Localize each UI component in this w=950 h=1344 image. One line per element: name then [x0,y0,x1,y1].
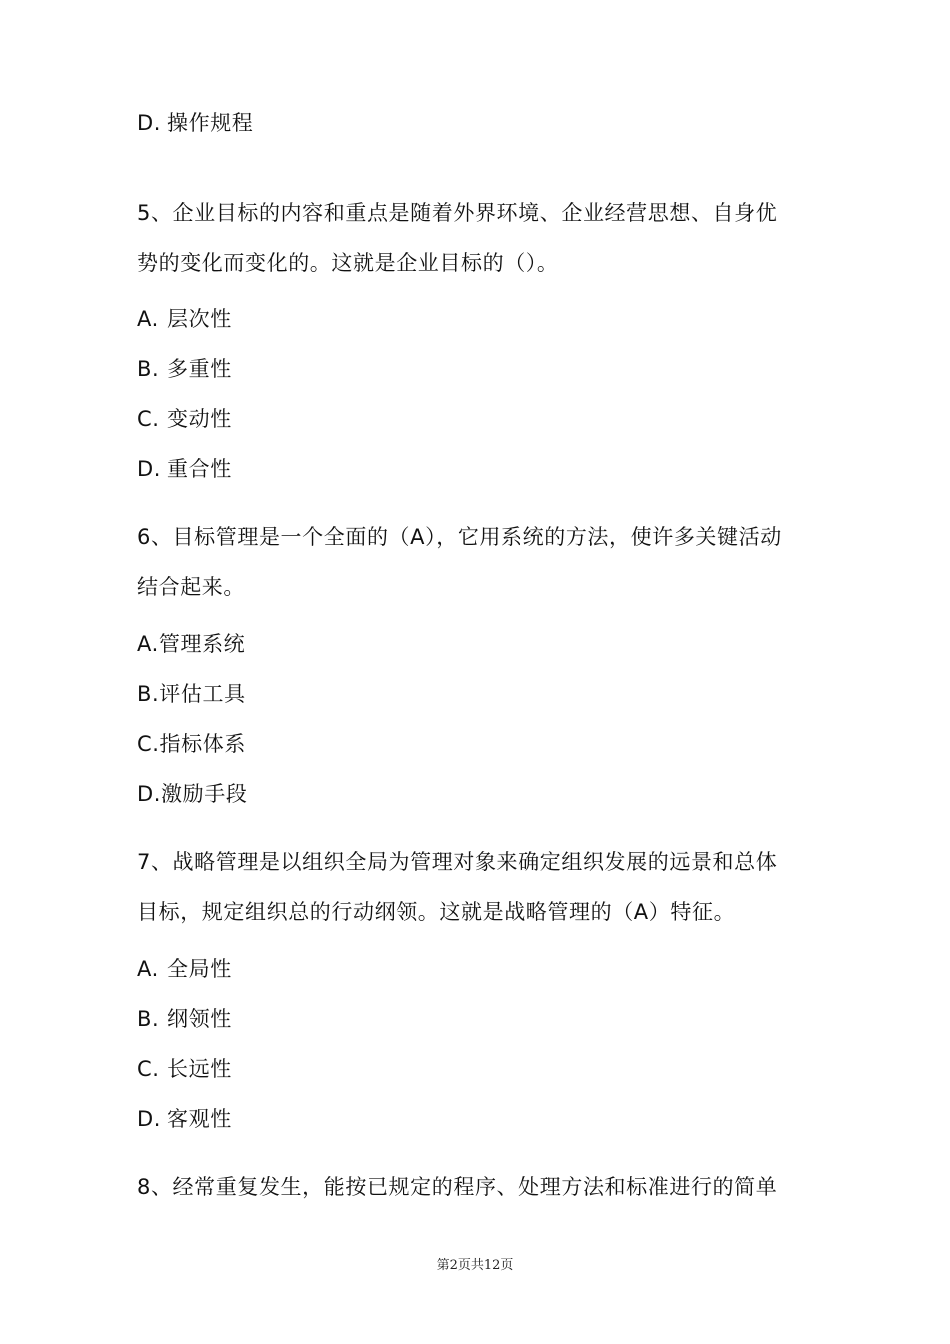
option-text: 纲领性 [167,1007,232,1031]
option-letter: C. [137,1057,160,1081]
question-text-line: 结合起来。 [137,575,245,599]
option-text: 变动性 [167,407,232,431]
option-line [137,1004,232,1034]
option-line [137,1054,232,1084]
option-letter: A. [137,957,159,981]
option-letter: B. [137,357,160,381]
option-text: 多重性 [167,357,232,381]
option-line [137,304,232,334]
option-text: 重合性 [167,457,232,481]
question-text-line: 目标，规定组织总的行动纲领。这就是战略管理的（A）特征。 [137,900,736,924]
question-text-line: 8、经常重复发生，能按已规定的程序、处理方法和标准进行的简单 [137,1175,778,1199]
option-line [137,108,253,138]
question-text-line: 5、企业目标的内容和重点是随着外界环境、企业经营思想、自身优 [137,201,778,225]
option-letter: D. [137,457,162,481]
option-text: 长远性 [167,1057,232,1081]
option-line [137,454,232,484]
option-line [137,354,232,384]
option-letter: B. [137,1007,160,1031]
option-letter: D. [137,1107,162,1131]
option-line [137,1104,232,1134]
option-text: 层次性 [167,307,232,331]
option-line: A.管理系统 [137,632,246,656]
option-line: C.指标体系 [137,732,246,756]
question-text-line: 势的变化而变化的。这就是企业目标的（）。 [137,251,559,275]
option-text: 客观性 [167,1107,232,1131]
option-line: B.评估工具 [137,682,246,706]
option-line [137,954,232,984]
option-letter: A. [137,307,159,331]
option-text: 全局性 [167,957,232,981]
option-line [137,404,232,434]
option-text: 操作规程 [167,111,254,135]
option-letter: C. [137,407,160,431]
question-text-line: 6、目标管理是一个全面的（A），它用系统的方法，使许多关键活动 [137,525,782,549]
option-line: D.激励手段 [137,782,248,806]
option-letter: D. [137,111,162,135]
question-text-line: 7、战略管理是以组织全局为管理对象来确定组织发展的远景和总体 [137,850,778,874]
page-number-footer: 第2页共12页 [436,1258,514,1273]
